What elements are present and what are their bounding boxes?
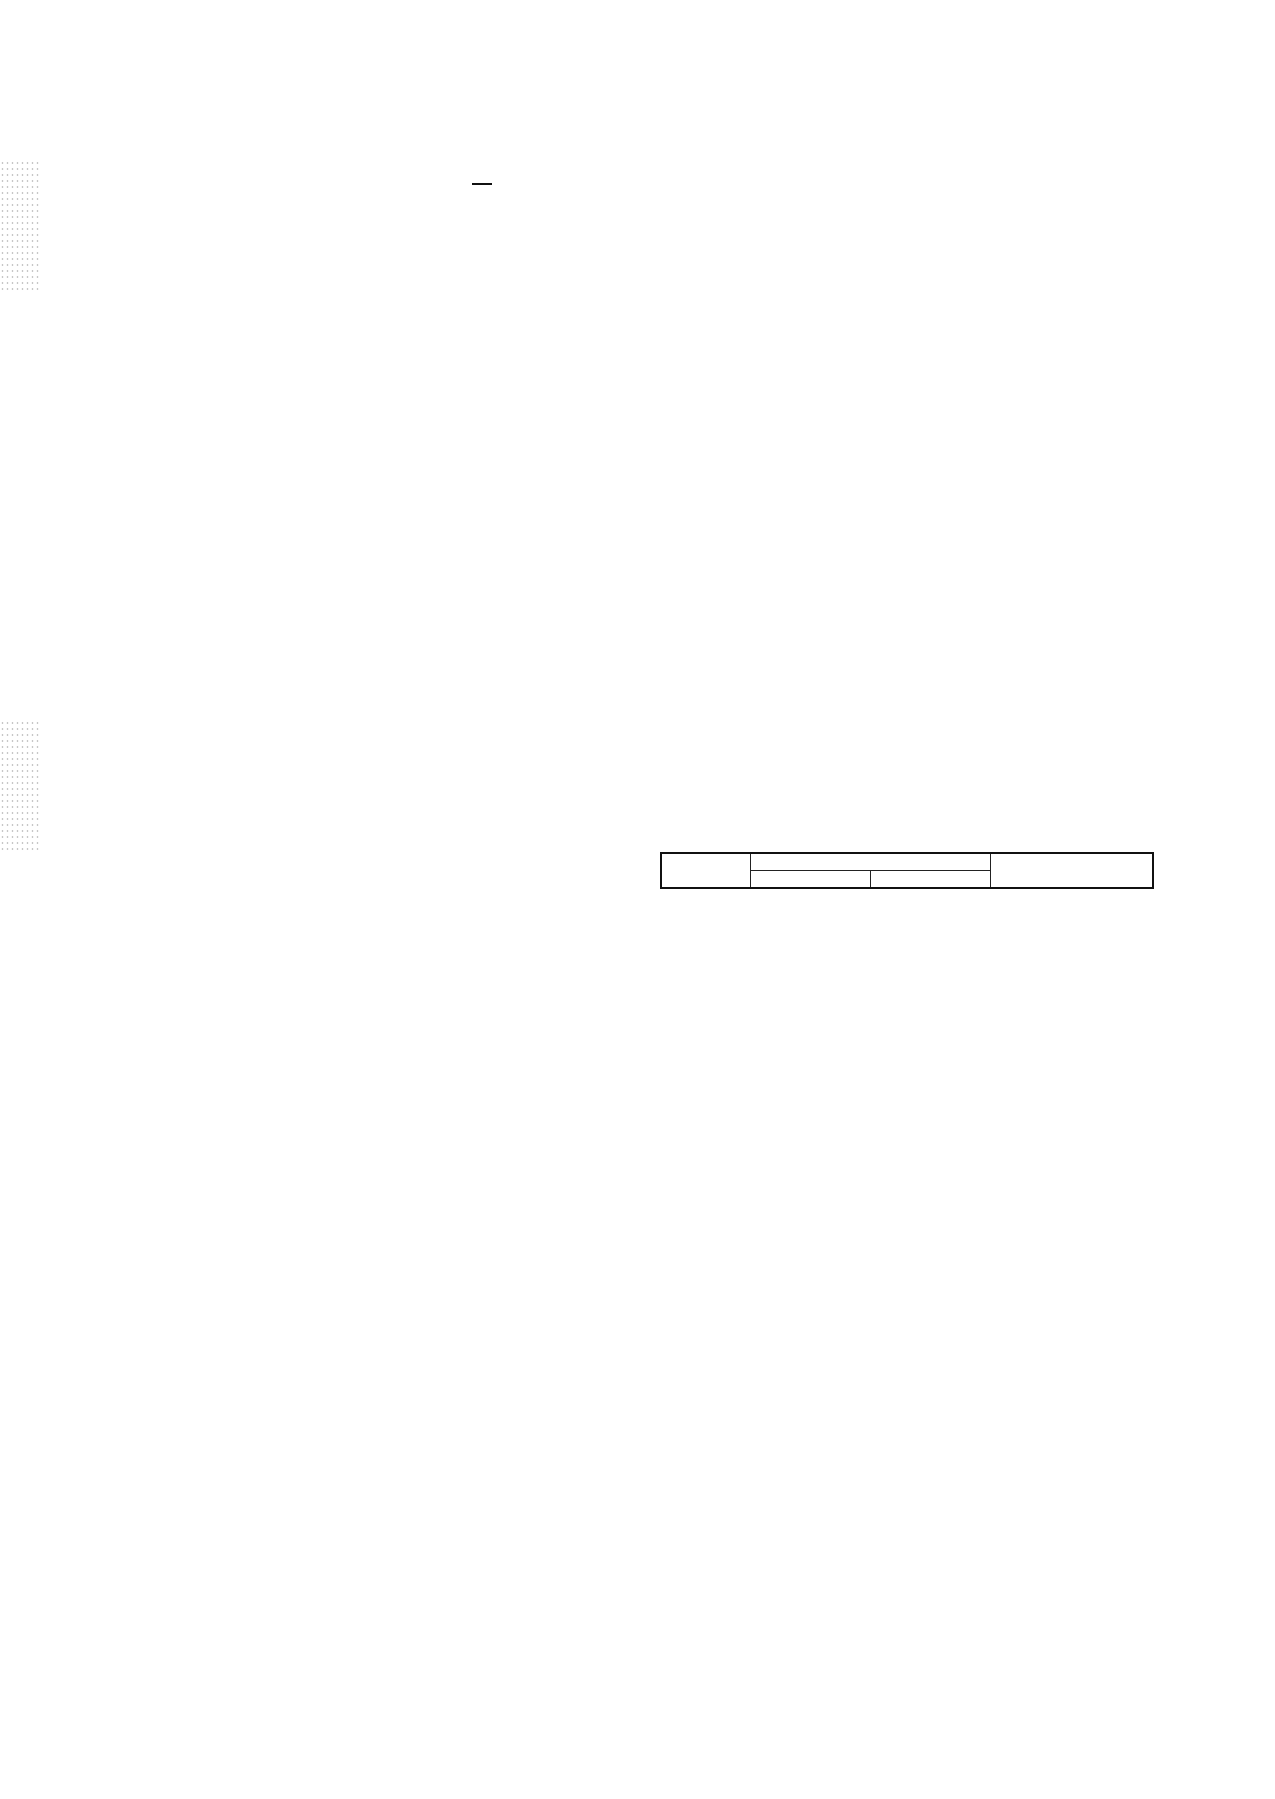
scan-noise [0, 160, 40, 290]
table-header-cell [661, 853, 750, 888]
running-title [472, 181, 492, 185]
table-header-cell [750, 853, 990, 871]
table-13 [660, 852, 1154, 889]
table-header-cell [750, 871, 870, 889]
table-header-cell [991, 853, 1153, 888]
paragraph [172, 428, 189, 464]
table-header-row [661, 853, 1153, 871]
table-header-cell [870, 871, 990, 889]
scan-noise [0, 720, 40, 850]
